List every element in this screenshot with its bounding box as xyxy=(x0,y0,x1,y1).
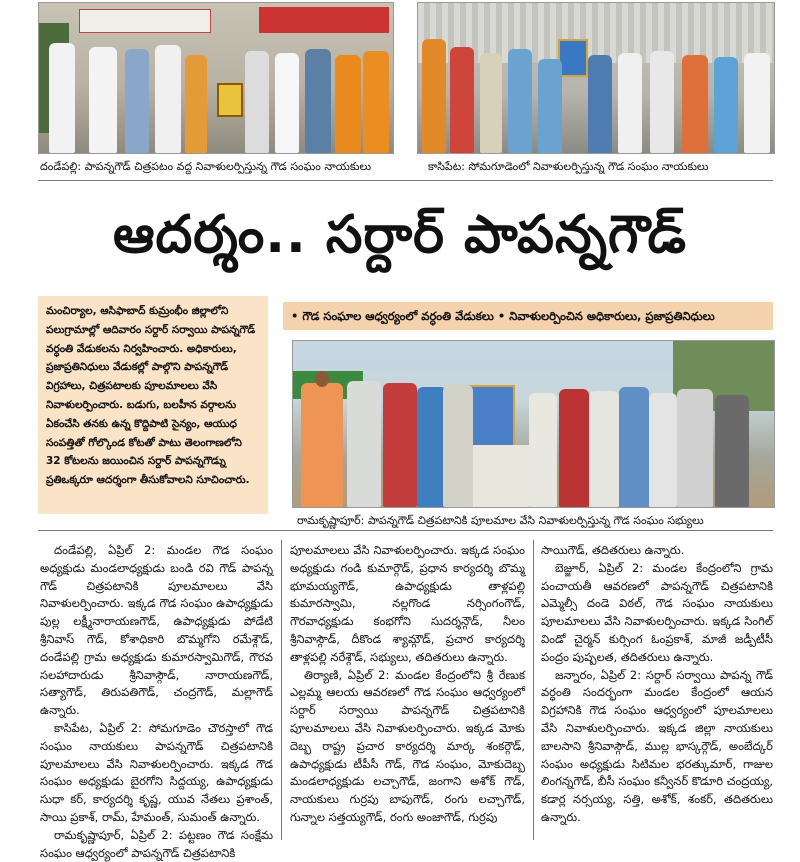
article-column-3 xyxy=(541,542,773,848)
para-tiryani-cont: సాయిగౌడ్, తదితరులు ఉన్నారు. xyxy=(541,543,685,557)
caption-ramakrishnapur: రామకృష్ణాపూర్: పాపన్నగౌడ్ చిత్రపటానికి పూలమాల వేసి నివాళులర్పిస్తున్న గౌడ సంఘం సభ్యులు xyxy=(297,514,704,527)
article-column-1 xyxy=(40,542,273,860)
pedestal xyxy=(471,445,529,507)
shop-banner-right xyxy=(259,7,389,33)
headline: ఆదర్శం.. సర్దార్ పాపన్నగౌడ్ xyxy=(112,205,687,265)
column-divider-1 xyxy=(281,540,282,840)
column-divider-2 xyxy=(533,540,534,840)
para-dandepalli: దండేపల్లి, ఏప్రిల్ 2: మండల గౌడ సంఘం అధ్యక్షుడు మండలాధ్యక్షుడు బండి రవి గౌడ్ పాపన్న గౌడ్ చిత్రపటానికి పూలమాలలు వేసి నివాళులర్పించారు. ఇక్కడ గౌడ సంఘం ఉపాధ్యక్షుడు పుల్ల లక్ష్మీనారాయణగౌడ్, ఉపాధ్యక్షుడు పోడేటి శ్రీనివాస్ గౌడ్, కోశాధికారి బొమ్మగోని రమేశ్గౌడ్, దండేపల్లి గ్రామ అధ్యక్షుడు కుమారస్వామిగౌడ్, గౌరవ సలహాదారుడు శ్రీనివాస్గౌడ్, నారాయణగౌడ్, సత్యాగౌడ్, తిరుపతిగౌడ్, చంద్రగౌడ్, మల్లాగౌడ్ ఉన్నారు. xyxy=(40,543,273,718)
para-bejjur: బెజ్జూర్, ఏప్రిల్ 2: మండల కేంద్రంలోని గ్రామ పంచాయతీ ఆవరణలో పాపన్నగౌడ్ చిత్రపటానికి ఎమ్మెల్సీ దండె విఠల్, గౌడ సంఘం నాయకులు పూలమాలలు వేసి నివాళులర్పించారు. ఇక్కడ సింగిల్ విండో చైర్మన్ కుర్సింగ ఓంప్రకాశ్, మాజీ జడ్పీటీసీ పంద్రం పుష్పలత, తదితరులు ఉన్నారు. xyxy=(541,560,773,664)
summary-box: మంచిర్యాల, ఆసిఫాబాద్ కుమ్రంభీం జిల్లాలోని పలుగ్రామాల్లో ఆదివారం సర్దార్ సర్వాయి పాపన్నగౌడ్ వర్ధంతి వేడుకలను నిర్వహించారు. అధికారులు, ప్రజాప్రతినిధులు వేడుకల్లో పాల్గొని పాపన్నగౌడ్ విగ్రహాలు, చిత్రపటాలకు పూలమాలలు వేసి నివాళులర్పించారు. బడుగు, బలహీన వర్గాలను ఏకంచేసి తనకు ఉన్న కొద్దిపాటి సైన్యం, ఆయుధ సంపత్తితో గోల్కొండ కోటతో పాటు తెలంగాణలోని 32 కోటలను జయించిన సర్దార్ పాపన్నగౌడ్ను ప్రతిఒక్కరూ ఆదర్శంగా తీసుకోవాలని సూచించారు. xyxy=(38,296,268,514)
portrait-frame xyxy=(217,83,243,117)
para-kasipet: కాసిపేట, ఏప్రిల్ 2: సోమగూడెం చౌరస్తాలో గౌడ సంఘం నాయకులు పాపన్నగౌడ్ చిత్రపటానికి పూలమాలలు వేసి నివాళులర్పించారు. ఇక్కడ గౌడ సంఘం అధ్యక్షుడు బైరగోని సిద్దయ్య, ఉపాధ్యక్షుడు సుధా కర్, కార్యదర్శి కృష్ణ, యువ నేతలు ప్రశాంత్, సాయి ప్రకాశ్, రామ్, హేమంత్, సుమంత్ ఉన్నారు. xyxy=(40,720,273,824)
caption-kasipet: కాసిపేట: సోమగూడెంలో నివాళులర్పిస్తున్న గౌడ సంఘం నాయకులు xyxy=(428,160,709,173)
caption-dandepalli: దండేపల్లి: పాపన్నగౌడ్ చిత్రపటం వద్ద నివాళులర్పిస్తున్న గౌడ సంఘం నాయకులు xyxy=(40,160,372,173)
portrait-frame-2 xyxy=(558,39,588,77)
photo-ramakrishnapur xyxy=(292,340,775,508)
shop-banner xyxy=(79,9,211,33)
para-ramakrishnapur-cont: పూలమాలలు వేసి నివాళులర్పించారు. ఇక్కడ సంఘం అధ్యక్షుడు గండి కుమార్గౌడ్, ప్రధాన కార్యదర్శి బొమ్మ భూమయ్యగౌడ్, ఉపాధ్యక్షుడు తాళ్లపల్లి కుమారస్వామి, నల్లగొండ నర్సింగంగౌడ్, గౌరవాధ్యక్షుడు కంభగోని సుదర్శన్గౌడ్, నీలం శ్రీనివాస్గౌడ్, దీకొండ శ్యామ్గౌడ్, ప్రచార కార్యదర్శి తాళ్లపల్లి నరేశ్గౌడ్, సభ్యులు, తదితరులు ఉన్నారు. xyxy=(290,543,525,664)
para-tiryani: తిర్యాణి, ఏప్రిల్ 2: మండల కేంద్రంలోని శ్రీ రేణుక ఎల్లమ్మ ఆలయ ఆవరణలో గౌడ సంఘం ఆధ్వర్యంలో సర్దార్ సర్వాయి పాపన్నగౌడ్ చిత్రపటానికి పూలమాలలు వేసి నివాళులర్పించారు. ఇక్కడ మోకు దెబ్బ రాష్ట్ర ప్రచార కార్యదర్శి మార్క శంకర్గౌడ్, ఉపాధ్యక్షుడు టీపీసీ గౌడ్, గౌడ సంఘం, మోకుదెబ్బ మండలాధ్యక్షుడు లచ్చాగౌడ్, జంగాని అశోక్ గౌడ్, నాయకులు గుర్రపు బాపుగౌడ్, రంగు లచ్చాగౌడ్, గున్నాల సత్తయ్యగౌడ్, రంగు అంజాగౌడ్, గుర్రపు xyxy=(290,667,525,824)
subheadline: • గౌడ సంఘాల ఆధ్వర్యంలో వర్ధంతి వేడుకలు • నివాళులర్పించిన అధికారులు, ప్రజాప్రతినిధులు xyxy=(283,302,773,330)
photo-kasipet xyxy=(417,2,775,154)
article-column-2 xyxy=(290,542,525,848)
para-jannaram: జన్నారం, ఏప్రిల్ 2: సర్దార్ సర్వాయి పాపన్న గౌడ్ వర్ధంతి సందర్భంగా మండల కేంద్రంలో ఆయన విగ్రహానికి గౌడ సంఘం ఆధ్వర్యంలో పూలమాలలు వేసి నివాళులర్పించారు. ఇక్కడ జిల్లా నాయకులు బాలసాని శ్రీనివాస్గౌడ్, ముల్ల భాస్కర్గౌడ్, అంబేద్కర్ సంఘం అధ్యక్షుడు సిటిమల భరత్కుమార్, గాజుల లింగన్నగౌడ్, బీసీ సంఘం కన్వీనర్ కొడూరి చంద్రయ్య, కడార్ల నర్సయ్య, సత్తి, అశోక్, శంకర్, తదితరులు ఉన్నారు. xyxy=(541,667,773,824)
top-divider xyxy=(38,180,773,181)
para-ramakrishnapur: రామకృష్ణాపూర్, ఏప్రిల్ 2: పట్టణం గౌడ సంక్షేమ సంఘం ఆధ్వర్యంలో పాపన్నగౌడ్ చిత్రపటానికి xyxy=(40,827,273,860)
photo-dandepalli xyxy=(38,2,394,154)
mid-divider xyxy=(38,530,773,531)
